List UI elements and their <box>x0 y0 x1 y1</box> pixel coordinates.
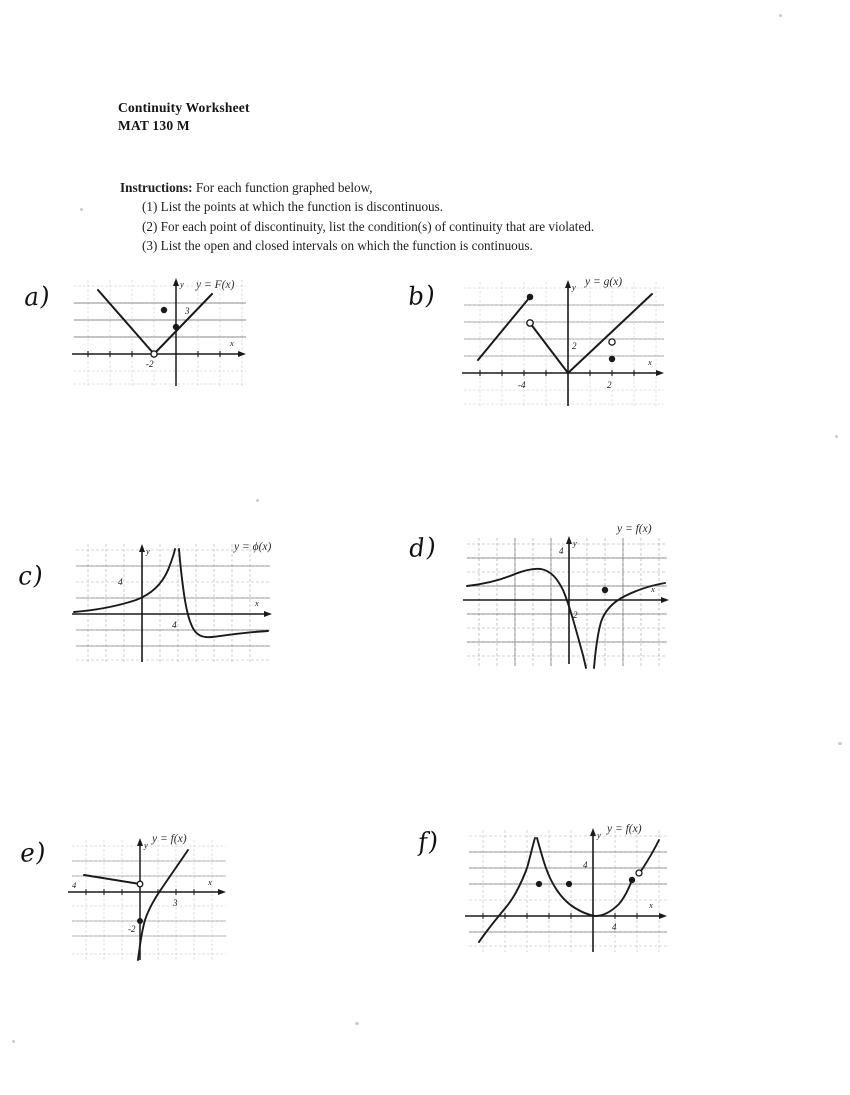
svg-text:4: 4 <box>612 922 617 932</box>
svg-text:2: 2 <box>607 380 612 390</box>
svg-text:x: x <box>208 877 212 887</box>
svg-text:-2: -2 <box>128 924 136 934</box>
graph-e <box>58 828 238 968</box>
svg-text:y: y <box>572 282 576 292</box>
svg-text:4: 4 <box>559 546 564 556</box>
instructions-intro-text: For each function graphed below, <box>192 180 373 195</box>
svg-text:y: y <box>146 546 150 556</box>
function-label-b: y = g(x) <box>585 276 623 288</box>
svg-text:x: x <box>230 338 234 348</box>
function-label-f: y = f(x) <box>607 823 642 835</box>
part-label-f: f) <box>417 826 441 857</box>
svg-text:4: 4 <box>72 880 77 890</box>
part-label-d: d) <box>408 532 438 563</box>
svg-text:y: y <box>597 830 601 840</box>
svg-text:y: y <box>573 538 577 548</box>
graph-b <box>450 272 680 412</box>
graph-d <box>455 528 685 673</box>
instruction-item-1: (1) List the points at which the function is discontinuous. <box>142 199 444 215</box>
instruction-item-2: (2) For each point of discontinuity, list the condition(s) of continuity that are violated. <box>142 218 595 234</box>
instructions-label: Instructions: <box>120 180 193 195</box>
svg-text:-2: -2 <box>146 359 154 369</box>
instruction-item-3: (3) List the open and closed intervals on which the function is continuous. <box>142 237 533 253</box>
instructions-intro <box>120 178 594 197</box>
svg-text:4: 4 <box>118 578 123 588</box>
svg-text:4: 4 <box>172 621 177 631</box>
part-label-a: a) <box>23 281 52 312</box>
function-label-c: y = ϕ(x) <box>234 541 272 553</box>
svg-text:x: x <box>255 598 259 608</box>
svg-text:3: 3 <box>173 898 178 908</box>
svg-text:x: x <box>651 584 655 594</box>
function-label-d: y = f(x) <box>617 523 652 535</box>
function-label-e: y = f(x) <box>152 833 187 845</box>
document-header <box>118 99 250 135</box>
svg-text:2: 2 <box>572 341 577 351</box>
svg-text:4: 4 <box>583 860 588 870</box>
part-label-c: c) <box>17 560 45 591</box>
part-label-b: b) <box>407 280 437 311</box>
graph-a <box>60 272 260 392</box>
svg-text:3: 3 <box>185 306 190 316</box>
course-code: MAT 130 M <box>118 117 190 133</box>
svg-text:x: x <box>649 900 653 910</box>
svg-text:2: 2 <box>573 610 578 620</box>
function-label-a: y = F(x) <box>196 279 235 291</box>
svg-text:x: x <box>648 357 652 367</box>
instructions-block <box>120 178 594 255</box>
graph-f <box>455 818 685 958</box>
svg-text:y: y <box>144 840 148 850</box>
graph-c <box>62 536 292 666</box>
svg-text:-4: -4 <box>518 380 526 390</box>
worksheet-title: Continuity Worksheet <box>118 100 250 115</box>
part-label-e: e) <box>19 837 48 868</box>
svg-text:y: y <box>180 279 184 289</box>
